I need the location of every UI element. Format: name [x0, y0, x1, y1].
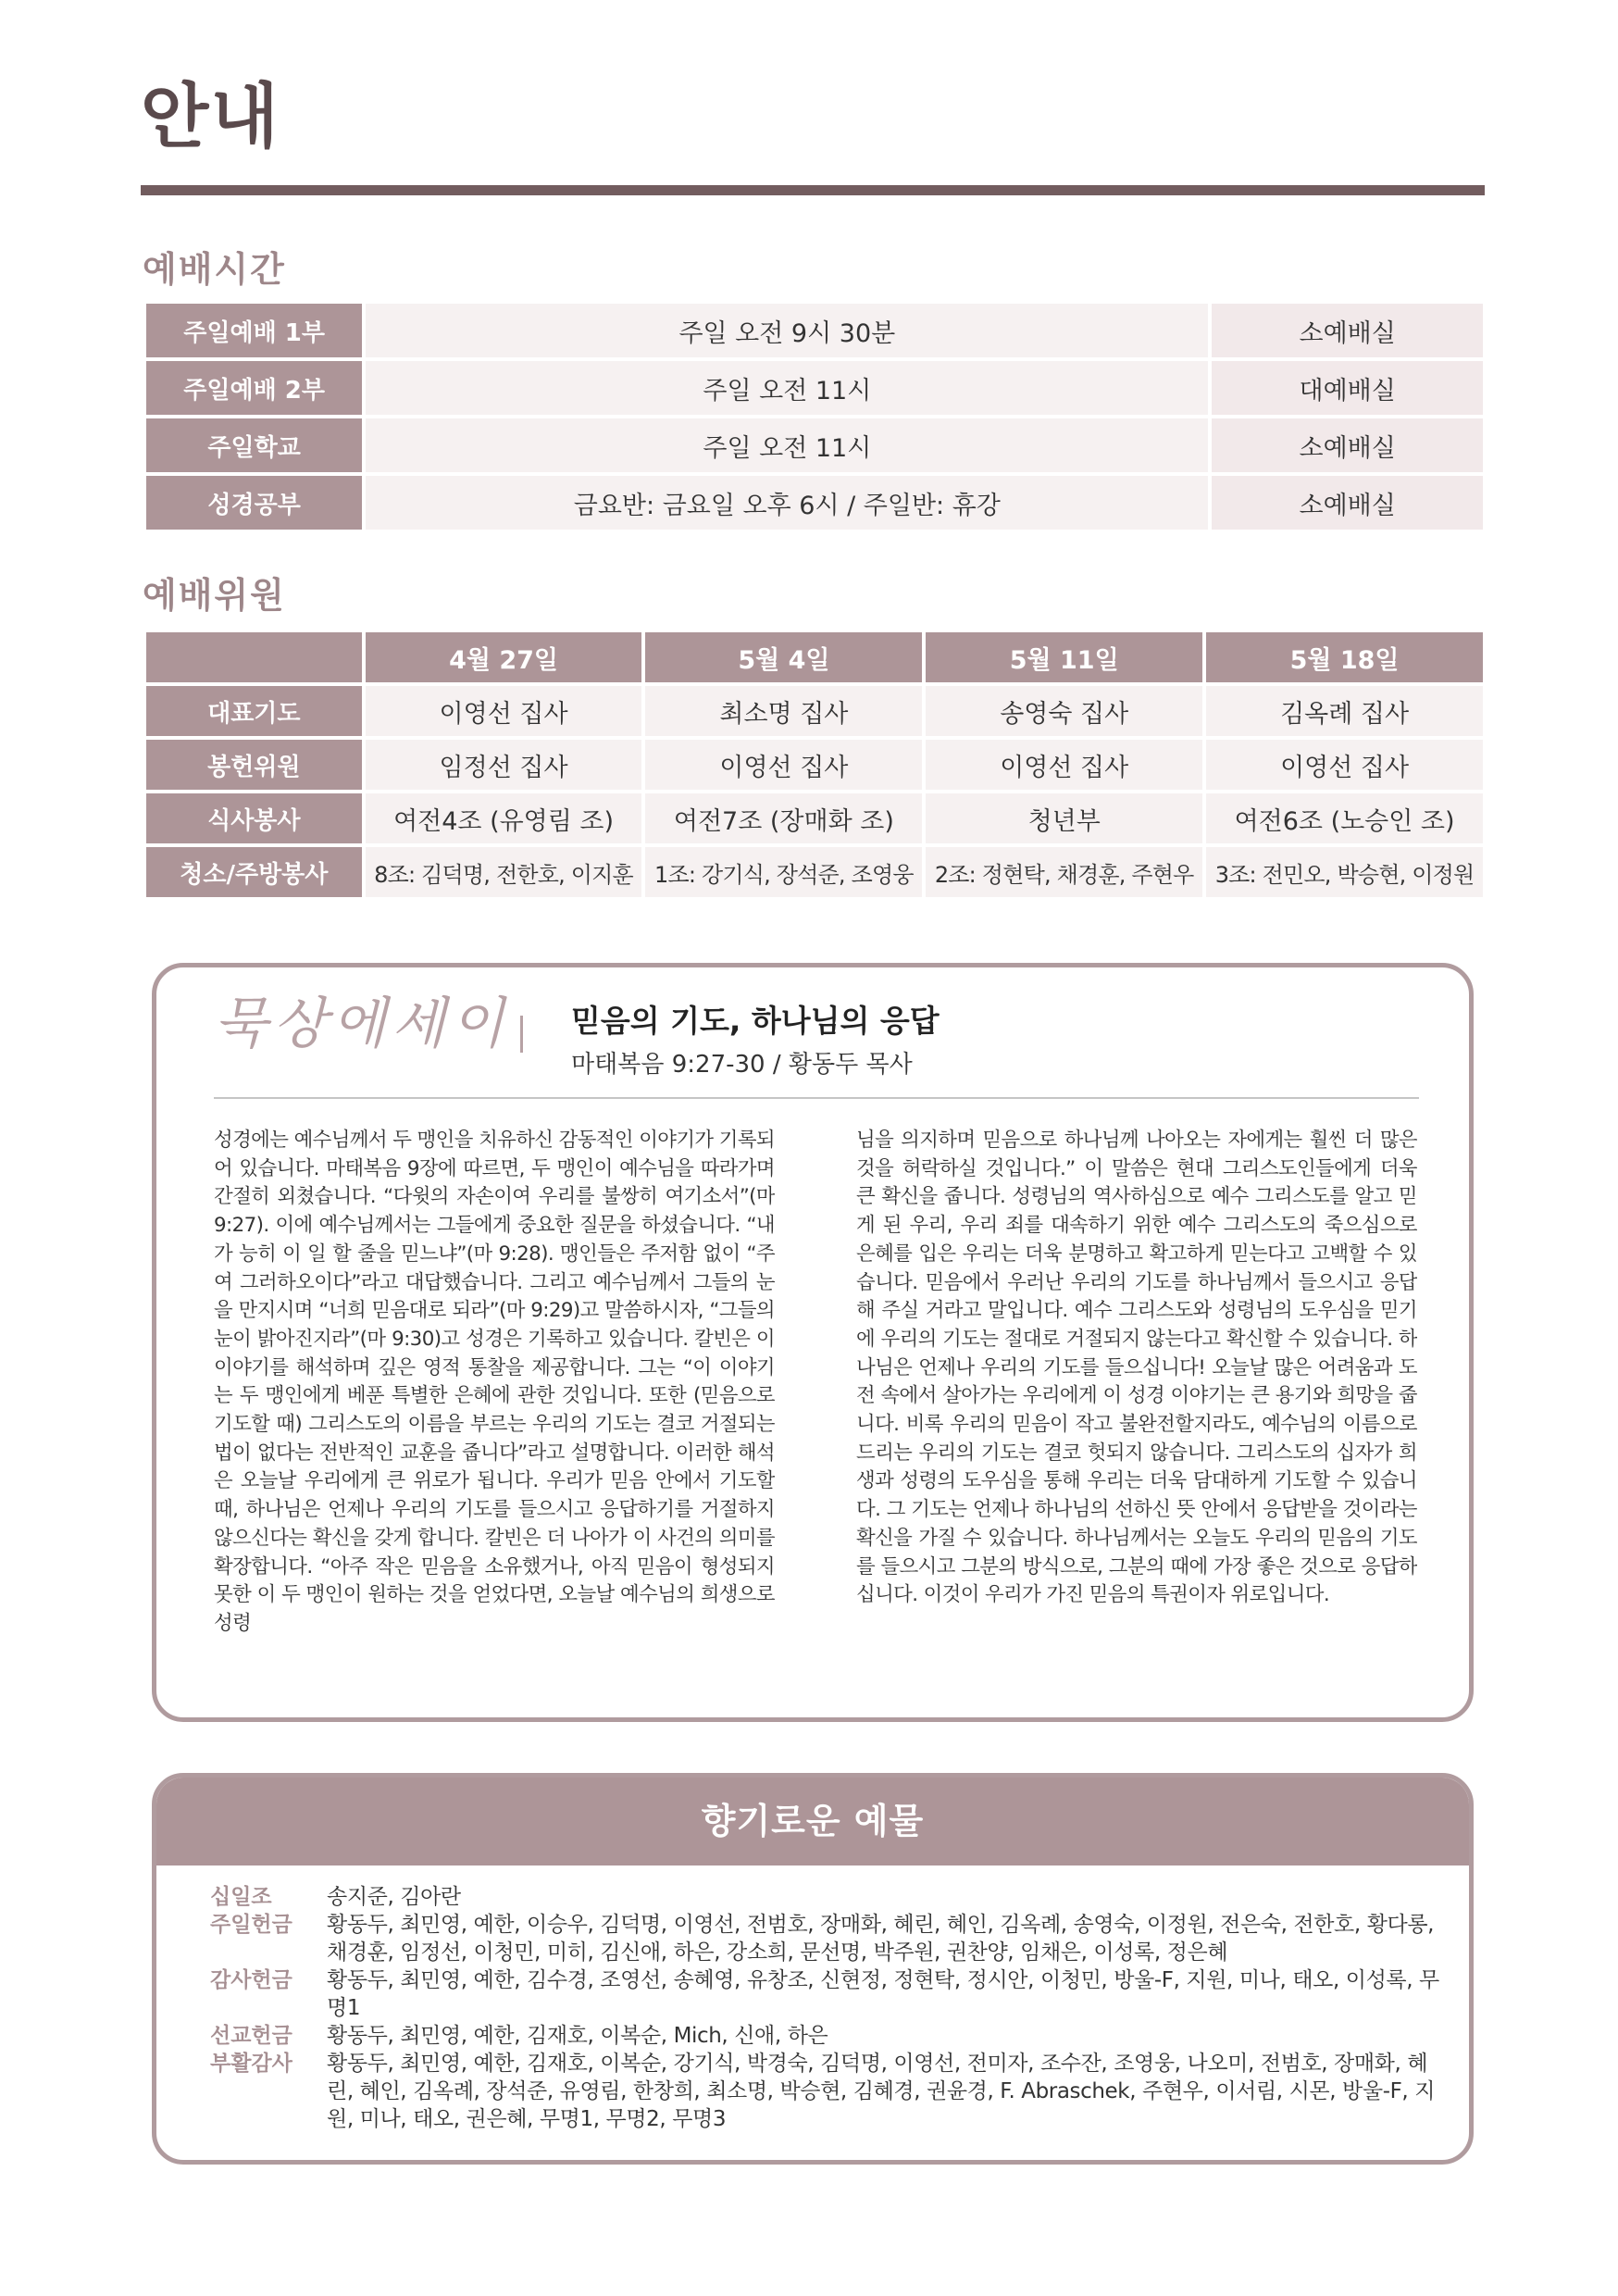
staff-cell: 여전6조 (노승인 조)	[1206, 793, 1483, 843]
role-label: 청소/주방봉사	[146, 847, 362, 897]
service-name: 주일예배 1부	[146, 304, 362, 357]
service-time: 주일 오전 11시	[366, 361, 1208, 415]
offering-names: 송지준, 김아란	[327, 1885, 461, 1909]
meditation-essay-box	[152, 963, 1474, 1722]
essay-divider	[214, 1097, 1419, 1099]
offering-category: 십일조	[210, 1885, 272, 1909]
offerings-title: 향기로운 예물	[156, 1778, 1469, 1866]
service-time: 주일 오전 9시 30분	[366, 304, 1208, 357]
table-row	[146, 686, 1483, 736]
staff-cell: 이영선 집사	[1206, 740, 1483, 790]
essay-label-separator	[520, 1016, 523, 1053]
staff-cell: 이영선 집사	[926, 740, 1202, 790]
role-label: 식사봉사	[146, 793, 362, 843]
staff-cell: 이영선 집사	[645, 740, 922, 790]
staff-cell: 3조: 전민오, 박승현, 이정원	[1206, 847, 1483, 897]
table-row	[146, 476, 1483, 530]
section-title-worship-times: 예배시간	[143, 249, 286, 290]
offerings-box	[152, 1773, 1474, 2165]
staff-cell: 2조: 정현탁, 채경훈, 주현우	[926, 847, 1202, 897]
title-divider	[141, 185, 1485, 195]
staff-cell: 송영숙 집사	[926, 686, 1202, 736]
offering-row	[210, 2022, 1441, 2050]
table-row	[146, 304, 1483, 357]
offering-row	[210, 2050, 1441, 2133]
staff-cell: 임정선 집사	[366, 740, 642, 790]
service-name: 주일학교	[146, 418, 362, 472]
essay-body-right: 님을 의지하며 믿음으로 하나님께 나아오는 자에게는 훨씬 더 많은 것을 허락하실 것입니다.” 이 말씀은 현대 그리스도인들에게 더욱 큰 확신을 줍니다. 성령님의 역사하심으로 예수 그리스도를 알고 믿게 된 우리, 우리 죄를 대속하기 위한 예수 그리스도의 죽으심으로 은혜를 입은 우리는 더욱 분명하고 확고하게 믿는다고 고백할 수 있습니다. 믿음에서 우러난 우리의 기도를 하나님께서 들으시고 응답해 주실 거라고 말입니다. 예수 그리스도와 성령님의 도우심을 믿기에 우리의 기도는 절대로 거절되지 않는다고 확신할 수 있습니다. 하나님은 언제나 우리의 기도를 들으십니다! 오늘날 많은 어려움과 도전 속에서 살아가는 우리에게 이 성경 이야기는 큰 용기와 희망을 줍니다. 비록 우리의 믿음이 작고 불완전할지라도, 예수님의 이름으로 드리는 우리의 기도는 결코 헛되지 않습니다. 그리스도의 십자가 희생과 성령의 도우심을 통해 우리는 더욱 담대하게 기도할 수 있습니다. 그 기도는 언제나 하나님의 선하신 뜻 안에서 응답받을 것이라는 확신을 가질 수 있습니다. 하나님께서는 오늘도 우리의 믿음의 기도를 들으시고 그분의 방식으로, 그분의 때에 가장 좋은 것으로 응답하십니다. 이것이 우리가 가진 믿음의 특권이자 위로입니다.	[856, 1129, 1417, 1607]
date-header: 5월 11일	[926, 632, 1202, 682]
offering-category: 감사헌금	[210, 1968, 292, 1992]
offering-names: 황동두, 최민영, 예한, 김재호, 이복순, 강기식, 박경숙, 김덕명, 이영선, 전미자, 조수잔, 조영웅, 나오미, 전범호, 장매화, 혜린, 혜인, 김옥례, 장석준, 유영림, 한창희, 최소명, 박승현, 김혜경, 권윤경, F. Abraschek, 주현우, 이서림, 시몬, 방울-F, 지원, 미나, 태오, 권은혜, 무명1, 무명2, 무명3	[327, 2052, 1436, 2131]
essay-title: 믿음의 기도, 하나님의 응답	[571, 1003, 940, 1039]
section-title-worship-staff: 예배위원	[143, 575, 286, 616]
staff-cell: 이영선 집사	[366, 686, 642, 736]
page-title: 안내	[141, 75, 280, 157]
offering-category: 주일헌금	[210, 1913, 292, 1937]
service-name: 주일예배 2부	[146, 361, 362, 415]
staff-cell: 여전7조 (장매화 조)	[645, 793, 922, 843]
role-label: 대표기도	[146, 686, 362, 736]
offering-row	[210, 1966, 1441, 2022]
date-header: 5월 18일	[1206, 632, 1483, 682]
staff-cell: 최소명 집사	[645, 686, 922, 736]
date-header: 5월 4일	[645, 632, 922, 682]
staff-cell: 8조: 김덕명, 전한호, 이지훈	[366, 847, 642, 897]
service-place: 대예배실	[1212, 361, 1483, 415]
header-corner	[146, 632, 362, 682]
table-header-row	[146, 632, 1483, 682]
staff-cell: 청년부	[926, 793, 1202, 843]
offering-category: 선교헌금	[210, 2024, 292, 2048]
role-label: 봉헌위원	[146, 740, 362, 790]
table-row	[146, 793, 1483, 843]
table-row	[146, 361, 1483, 415]
offering-names: 황동두, 최민영, 예한, 김재호, 이복순, Mich, 신애, 하은	[327, 2024, 828, 2048]
table-row	[146, 740, 1483, 790]
service-place: 소예배실	[1212, 476, 1483, 530]
table-row	[146, 847, 1483, 897]
table-row	[146, 418, 1483, 472]
offering-category: 부활감사	[210, 2052, 292, 2076]
offering-names: 황동두, 최민영, 예한, 김수경, 조영선, 송혜영, 유창조, 신현정, 정현탁, 정시안, 이청민, 방울-F, 지원, 미나, 태오, 이성록, 무명1	[327, 1968, 1439, 2020]
service-time: 주일 오전 11시	[366, 418, 1208, 472]
offering-row	[210, 1883, 1441, 1911]
service-place: 소예배실	[1212, 304, 1483, 357]
staff-cell: 김옥례 집사	[1206, 686, 1483, 736]
offering-row	[210, 1911, 1441, 1966]
service-name: 성경공부	[146, 476, 362, 530]
staff-cell: 여전4조 (유영림 조)	[366, 793, 642, 843]
offering-names: 황동두, 최민영, 예한, 이승우, 김덕명, 이영선, 전범호, 장매화, 혜린, 혜인, 김옥례, 송영숙, 이정원, 전은숙, 전한호, 황다롱, 채경훈, 임정선, 이청민, 미히, 김신애, 하은, 강소희, 문선명, 박주원, 권찬양, 임채은, 이성록, 정은혜	[327, 1913, 1435, 1965]
worship-staff-table	[143, 629, 1487, 901]
essay-reference: 마태복음 9:27-30 / 황동두 목사	[571, 1051, 913, 1079]
date-header: 4월 27일	[366, 632, 642, 682]
service-place: 소예배실	[1212, 418, 1483, 472]
essay-body-left: 성경에는 예수님께서 두 맹인을 치유하신 감동적인 이야기가 기록되어 있습니다. 마태복음 9장에 따르면, 두 맹인이 예수님을 따라가며 간절히 외쳤습니다. “다윗의 자손이여 우리를 불쌍히 여기소서”(마 9:27). 이에 예수님께서는 그들에게 중요한 질문을 하셨습니다. “내가 능히 이 일 할 줄을 믿느냐”(마 9:28). 맹인들은 주저함 없이 “주여 그러하오이다”라고 대답했습니다. 그리고 예수님께서 그들의 눈을 만지시며 “너희 믿음대로 되라”(마 9:29)고 말씀하시자, “그들의 눈이 밝아진지라”(마 9:30)고 성경은 기록하고 있습니다. 칼빈은 이 이야기를 해석하며 깊은 영적 통찰을 제공합니다. 그는 “이 이야기는 두 맹인에게 베푼 특별한 은혜에 관한 것입니다. 또한 (믿음으로 기도할 때) 그리스도의 이름을 부르는 우리의 기도는 결코 거절되는 법이 없다는 전반적인 교훈을 줍니다”라고 설명합니다. 이러한 해석은 오늘날 우리에게 큰 위로가 됩니다. 우리가 믿음 안에서 기도할 때, 하나님은 언제나 우리의 기도를 들으시고 응답하기를 거절하지 않으신다는 확신을 갖게 합니다. 칼빈은 더 나아가 이 사건의 의미를 확장합니다. “아주 작은 믿음을 소유했거나, 아직 믿음이 형성되지 못한 이 두 맹인이 원하는 것을 얻었다면, 오늘날 예수님의 희생으로 성령	[214, 1129, 775, 1635]
staff-cell: 1조: 강기식, 장석준, 조영웅	[645, 847, 922, 897]
service-time: 금요반: 금요일 오후 6시 / 주일반: 휴강	[366, 476, 1208, 530]
offerings-list	[210, 1883, 1441, 2133]
worship-times-table	[143, 300, 1487, 533]
essay-section-label: 묵상에세이	[214, 992, 510, 1056]
